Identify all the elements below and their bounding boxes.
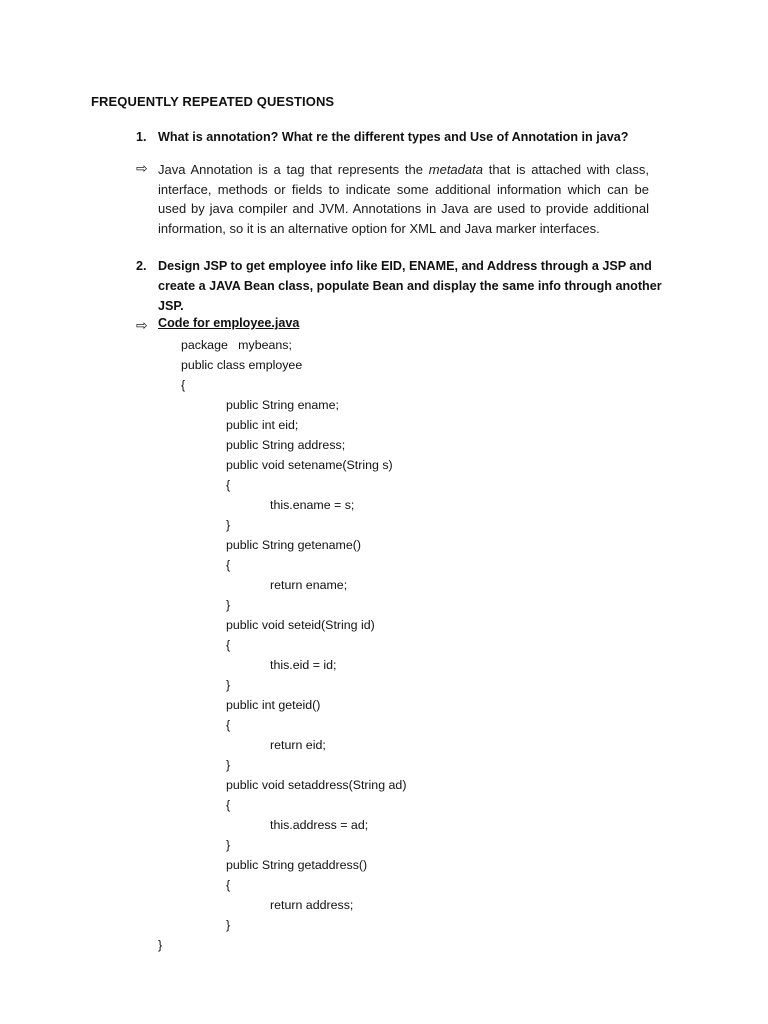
answer-1-text-end: that is attached with class, interface, methods or fields to indicate some additional information which can be used by java compiler and JVM. Annotations in Java are used to provide additional information, so it is an alternative option for XML and Java marker interfaces. (158, 162, 650, 236)
code-line: } (226, 678, 231, 692)
code-line: this.eid = id; (270, 658, 337, 672)
code-line: return address; (270, 898, 354, 912)
page-heading: FREQUENTLY REPEATED QUESTIONS (91, 94, 335, 109)
code-line: return eid; (270, 738, 326, 752)
code-line: } (226, 518, 231, 532)
code-line: { (181, 378, 186, 392)
question-1-text: What is annotation? What re the different types and Use of Annotation in java? (158, 130, 629, 144)
arrow-bullet-icon: ⇨ (136, 317, 148, 333)
code-line: package mybeans; (181, 338, 292, 352)
answer-1-emphasis: metadata (428, 162, 483, 177)
arrow-bullet-icon: ⇨ (136, 160, 148, 176)
code-title: Code for employee.java (158, 316, 300, 330)
code-line: { (226, 638, 231, 652)
code-line: public void seteid(String id) (226, 618, 375, 632)
code-line: public String address; (226, 438, 346, 452)
code-line: } (226, 838, 231, 852)
question-1-number: 1. (136, 130, 147, 144)
code-line: { (226, 478, 231, 492)
code-line: { (226, 718, 231, 732)
code-line: public int geteid() (226, 698, 321, 712)
code-line: public class employee (181, 358, 303, 372)
code-line: public String ename; (226, 398, 339, 412)
code-line: { (226, 878, 231, 892)
question-2-number: 2. (136, 259, 147, 273)
code-line: this.address = ad; (270, 818, 369, 832)
code-line: public int eid; (226, 418, 299, 432)
code-line: public void setename(String s) (226, 458, 393, 472)
code-line: return ename; (270, 578, 348, 592)
code-line: public void setaddress(String ad) (226, 778, 407, 792)
code-line: { (226, 558, 231, 572)
code-line: { (226, 798, 231, 812)
code-line: this.ename = s; (270, 498, 355, 512)
code-line: public String getaddress() (226, 858, 368, 872)
code-line: public String getename() (226, 538, 361, 552)
code-line: } (226, 918, 231, 932)
code-line: } (158, 938, 163, 952)
code-line: } (226, 598, 231, 612)
answer-1-text-start: Java Annotation is a tag that represents the (158, 162, 429, 177)
question-2-text: Design JSP to get employee info like EID, ENAME, and Address through a JSP and create a JAVA Bean class, populate Bean and display the same info through another JSP. (158, 259, 662, 313)
code-line: } (226, 758, 231, 772)
